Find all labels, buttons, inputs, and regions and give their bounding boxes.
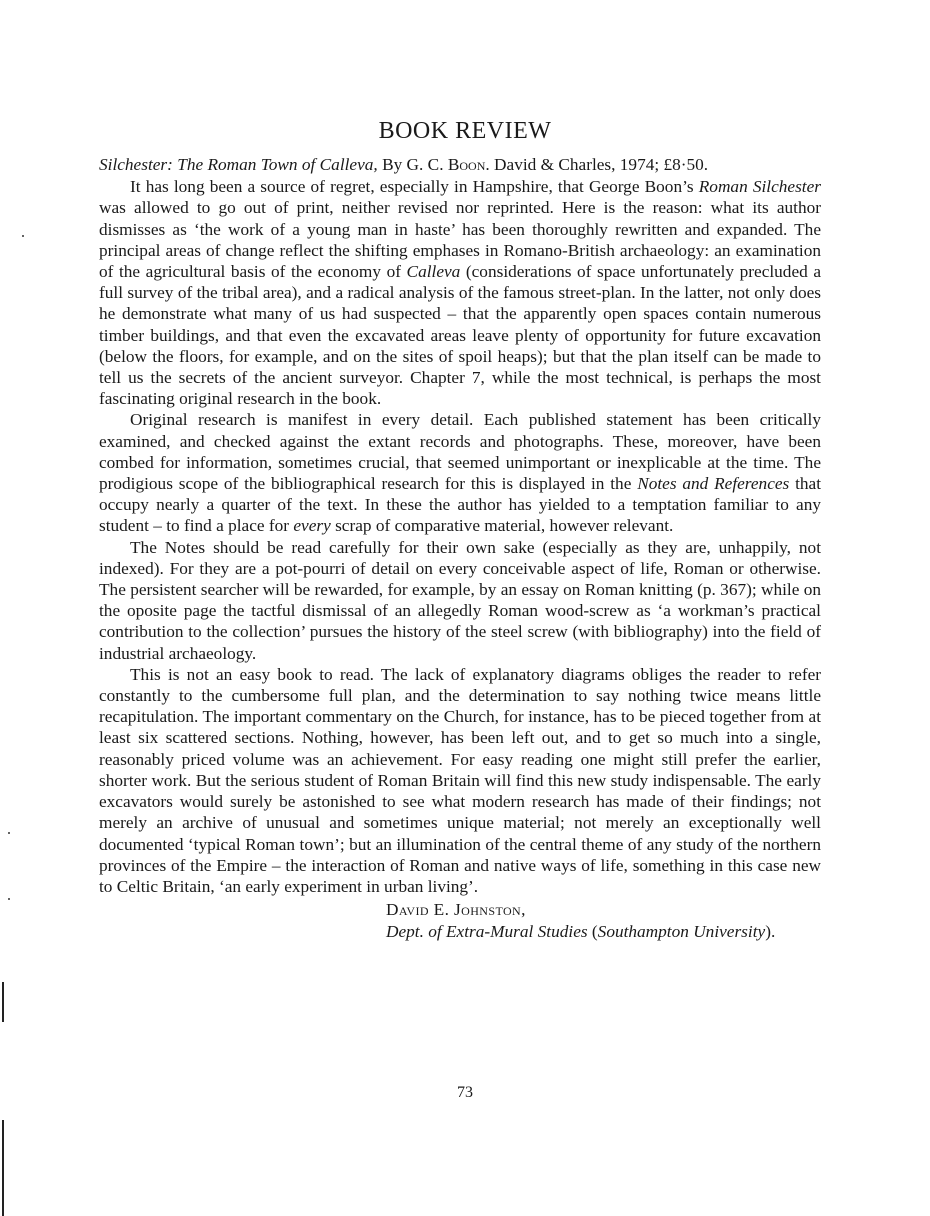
review-body	[99, 154, 821, 943]
paragraph-2-italic-notes: Notes and References	[637, 474, 790, 494]
scan-edge-mark	[2, 1120, 4, 1216]
paragraph-1-italic-title: Roman Silchester	[698, 177, 821, 197]
paragraph-2	[99, 409, 821, 536]
scan-speck	[8, 898, 10, 900]
paragraph-1-italic-calleva: Calleva	[406, 262, 461, 282]
scan-speck	[22, 235, 24, 237]
paragraph-1	[99, 176, 821, 409]
reviewer-name: David E. Johnston,	[386, 900, 526, 920]
paragraph-2-text-c: that occupy nearly a quarter of the text. In these the author has yielded to a temptation familiar to any student – to find a place for	[99, 474, 821, 536]
citation-publisher: David & Charles, 1974; £8·50.	[494, 155, 709, 174]
paragraph-2-text-a: Original research is manifest in every detail. Each published statement has been critically examined, and checked against the extant records and photographs. These, moreover, have been combed for information, sometimes crucial, that seemed unimportant or inexplicable at the time. The prodigious scope of the bibliographical research for this is displayed in the	[99, 410, 821, 494]
paragraph-1-text-e: (considerations of space unfortunately precluded a full survey of the tribal area), and a radical analysis of the famous street-plan. In the latter, not only does he demonstrate what many of us had suspected – that the apparently open spaces contain numerous timber buildings, and that even the excavated areas leave plenty of opportunity for future excavation (below the floors, for example, and on the sites of spoil heaps); but that the plan itself can be made to tell us the secrets of the ancient surveyor. Chapter 7, while the most technical, is perhaps the most fascinating original research in the book.	[99, 262, 821, 409]
paragraph-3: The Notes should be read carefully for their own sake (especially as they are, unhappily, not indexed). For they are a pot-pourri of detail on every conceivable aspect of life, Roman or otherwise. The persistent searcher will be rewarded, for example, by an essay on Roman knitting (p. 367); while on the oposite page the tactful dismissal of an allegedly Roman wood-screw as ‘a workman’s practical contribution to the collection’ pursues the history of the steel screw (with bibliography) into the field of industrial archaeology.	[99, 537, 821, 663]
affiliation-department: Dept. of Extra-Mural Studies	[386, 922, 588, 942]
paragraph-1-text-c: was allowed to go out of print, neither revised nor reprinted. Here is the reason: what its author dismisses as ‘the work of a young man in haste’ has been thoroughly rewritten and expanded. The principal areas of change reflect the shifting emphases in Romano-British archaeology: an examination of the agricultural basis of the economy of	[99, 198, 821, 282]
book-citation	[99, 154, 821, 175]
page-number: 73	[457, 1084, 473, 1101]
paragraph-2-text-e: scrap of comparative material, however relevant.	[330, 516, 674, 536]
affiliation-university: Southampton University	[597, 922, 766, 942]
citation-by: By G. C.	[382, 155, 444, 174]
page-heading: BOOK REVIEW	[378, 118, 552, 144]
scan-speck	[8, 832, 10, 834]
paragraph-4: This is not an easy book to read. The lack of explanatory diagrams obliges the reader to refer constantly to the cumbersome full plan, and the determination to say nothing twice means little recapitulation. The important commentary on the Church, for instance, has to be pieced together from at least six scattered sections. Nothing, however, has been left out, and to get so much into a single, reasonably priced volume was an achievement. For easy reading one might still prefer the earlier, shorter work. But the serious student of Roman Britain will find this new study indispensable. The early excavators would surely be astonished to see what modern research has made of their findings; not merely an archive of unusual and sometimes unique material; not merely an exceptionally well documented ‘typical Roman town’; but an illumination of the central theme of any study of the northern provinces of the Empire – the interaction of Roman and native ways of life, something in this case new to Celtic Britain, ‘an early experiment in urban living’.	[99, 664, 821, 896]
citation-title: Silchester: The Roman Town of Calleva,	[99, 155, 378, 174]
citation-author: Boon.	[447, 155, 490, 174]
paragraph-1-text-a: It has long been a source of regret, especially in Hampshire, that George Boon’s	[130, 177, 699, 197]
reviewer-affiliation: Dept. of Extra-Mural Studies (Southampton University).	[386, 922, 776, 942]
scan-edge-mark	[2, 982, 4, 1022]
signature-block	[99, 899, 821, 943]
paragraph-2-italic-every: every	[293, 516, 331, 536]
